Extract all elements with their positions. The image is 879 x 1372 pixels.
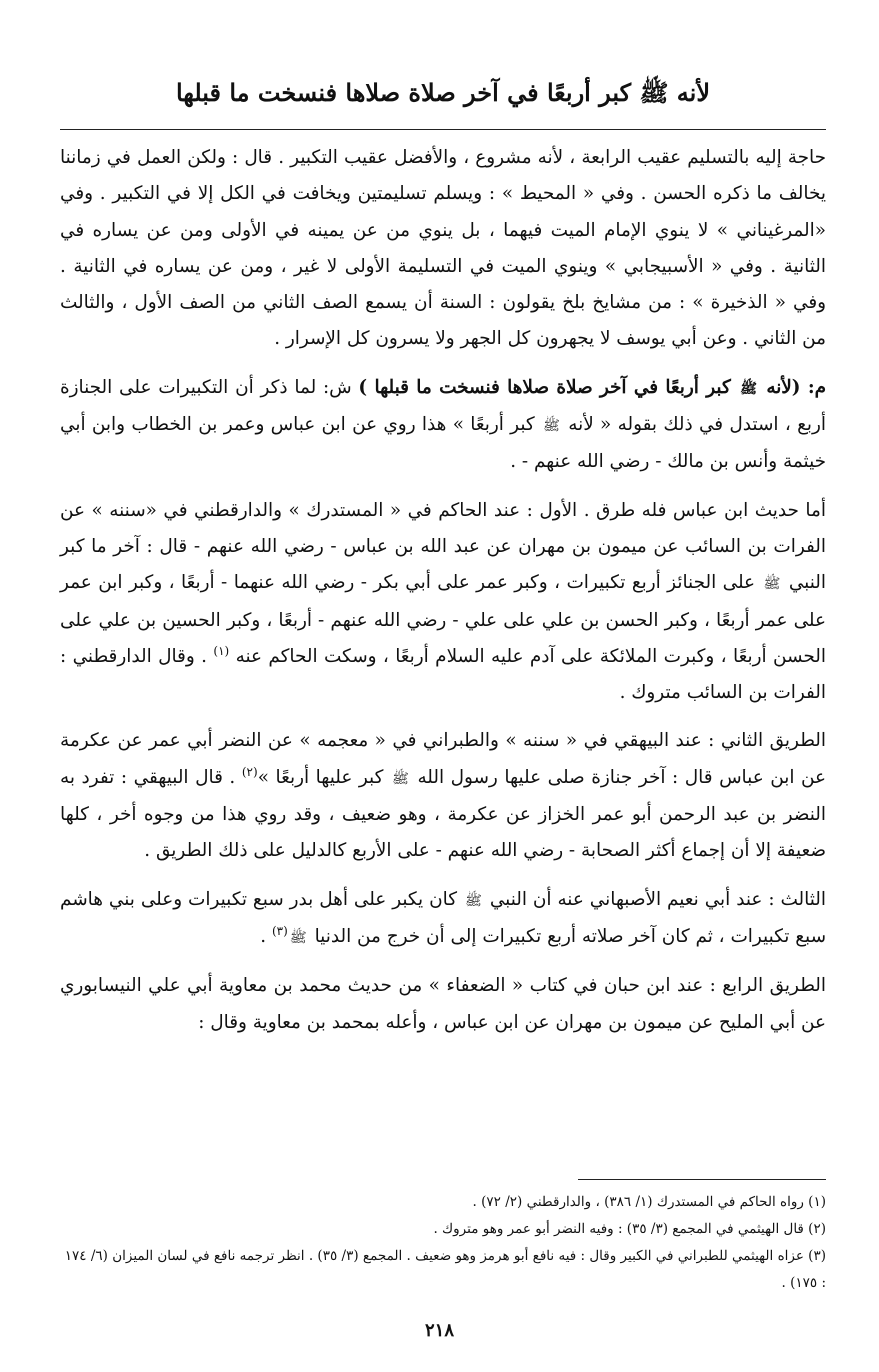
paragraph-5-text-a: الثالث : عند أبي نعيم الأصبهاني عنه أن النبي xyxy=(489,888,826,910)
matn-lead-rest: كبر أربعًا في آخر صلاة صلاها فنسخت ما قبلها ) xyxy=(358,376,731,398)
honorific-glyph: ﷺ xyxy=(542,418,560,435)
honorific-glyph: ﷺ xyxy=(763,576,781,593)
footnote-3: (٣) عزاه الهيثمي للطبراني في الكبير وقال : فيه نافع أبو هرمز وهو ضعيف . المجمع (٣/ ٣٥) . انظر ترجمه نافع في لسان الميزان (٦/ ١٧٤ : ١٧٥) . xyxy=(64,1248,826,1291)
paragraph-5 xyxy=(60,882,826,957)
paragraph-2-text-a: ش: لما ذكر أن التكبيرات على الجنازة أربع ، استدل في ذلك بقوله « لأنه xyxy=(60,376,826,436)
page-number: ٢١٨ xyxy=(424,1320,454,1341)
page-title: لأنه ﷺ كبر أربعًا في آخر صلاة صلاها فنسخت ما قبلها xyxy=(175,78,711,107)
footnote-ref-2[interactable]: (٢) xyxy=(241,764,258,779)
paragraph-4-text-a: الطريق الثاني : عند البيهقي في « سننه » والطبراني في « معجمه » عن النضر أبي عمر عن عكرمة عن ابن عباس قال : آخر جنازة صلى عليها رسول الله xyxy=(60,730,826,788)
paragraph-5-text-b: كان يكبر على أهل بدر سبع تكبيرات وعلى بني هاشم سبع تكبيرات ، ثم كان آخر صلاته أربع تكبيرات إلى أن خرج من الدنيا xyxy=(60,888,826,947)
footnote-ref-1[interactable]: (١) xyxy=(213,643,230,658)
paragraph-5-text-c: . xyxy=(260,925,267,947)
header-divider xyxy=(60,129,826,130)
footnote-2: (٢) قال الهيثمي في المجمع (٣/ ٣٥) : وفيه النضر أبو عمر وهو متروك . xyxy=(433,1221,826,1237)
honorific-glyph: ﷺ xyxy=(464,892,482,909)
footnote-divider xyxy=(578,1179,826,1180)
paragraph-4-text-b: كبر عليها أربعًا » xyxy=(257,766,384,788)
honorific-glyph: ﷺ xyxy=(289,929,307,946)
paragraph-1: حاجة إليه بالتسليم عقيب الرابعة ، لأنه مشروع ، والأفضل عقيب التكبير . قال : ولكن العمل في زماننا يخالف ما ذكره الحسن . وفي « المحيط » : ويسلم تسليمتين ويخافت في الكل إلا في التكبير . وفي «المرغيناني » لا ينوي الإمام الميت فيهما ، بل ينوي من عن يمينه في الأولى ومن عن يساره في الثانية . وفي « الأسبيجابي » وينوي الميت في التسليمة الأولى لا غير ، ومن عن يساره في الثانية . وفي « الذخيرة » : من مشايخ بلخ يقولون : السنة أن يسمع الصف الثاني من الصف الأول ، والثالث من الثاني . وعن أبي يوسف لا يجهرون كل الجهر ولا يسرون كل الإسرار . xyxy=(60,147,826,350)
paragraph-2-text-b: كبر أربعًا » هذا روي عن ابن عباس وعمر بن الخطاب وابن أبي خيثمة وأنس بن مالك - رضي الله عنهم - . xyxy=(60,414,826,473)
paragraph-4-text-c: . قال البيهقي : تفرد به النضر بن عبد الرحمن أبو عمر الخزاز عن عكرمة ، وهو ضعيف ، وقد روي هذا من وجوه أخر ، كلها ضعيفة إلا أن إجماع أكثر الصحابة - رضي الله عنهم - على الأربع كالدليل على ذلك الطريق . xyxy=(60,766,826,862)
paragraph-3-text-b: على الجنائز أربع تكبيرات ، وكبر عمر على أبي بكر - رضي الله عنهما - أربعًا ، وكبر ابن عمر على عمر أربعًا ، وكبر الحسن بن علي على علي - رضي الله عنهم - أربعًا ، وكبر الحسين بن علي على الحسن أربعًا ، وكبرت الملائكة على آدم عليه السلام أربعًا ، وسكت الحاكم عنه xyxy=(60,572,826,667)
paragraph-2 xyxy=(60,370,826,481)
footnote-1: (١) رواه الحاكم في المستدرك (١/ ٣٨٦) ، والدارقطني (٢/ ٧٢) . xyxy=(472,1194,826,1210)
paragraph-4 xyxy=(60,723,826,869)
paragraph-3-text-a: أما حديث ابن عباس فله طرق . الأول : عند الحاكم في « المستدرك » والدارقطني في «سننه » عن الفرات بن السائب عن ميمون بن مهران عن عبد الله بن عباس - رضي الله عنهم - قال : آخر ما كبر النبي xyxy=(60,499,826,594)
honorific-glyph: ﷺ xyxy=(740,380,757,397)
paragraph-3 xyxy=(60,493,826,712)
footnotes xyxy=(60,1189,826,1297)
honorific-glyph: ﷺ xyxy=(391,770,409,787)
paragraph-6: الطريق الرابع : عند ابن حبان في كتاب « الضعفاء » من حديث محمد بن معاوية أبي علي النيسابوري عن أبي المليح عن ميمون بن مهران عن ابن عباس ، وأعله بمحمد بن معاوية وقال : xyxy=(60,975,826,1033)
paragraph-3-text-c: . وقال الدارقطني : الفرات بن السائب متروك . xyxy=(60,645,826,704)
matn-lead xyxy=(358,377,826,398)
footnote-ref-3[interactable]: (٣) xyxy=(271,923,288,938)
matn-lead-text: م: (لأنه xyxy=(766,376,827,398)
main-text xyxy=(60,140,826,1041)
